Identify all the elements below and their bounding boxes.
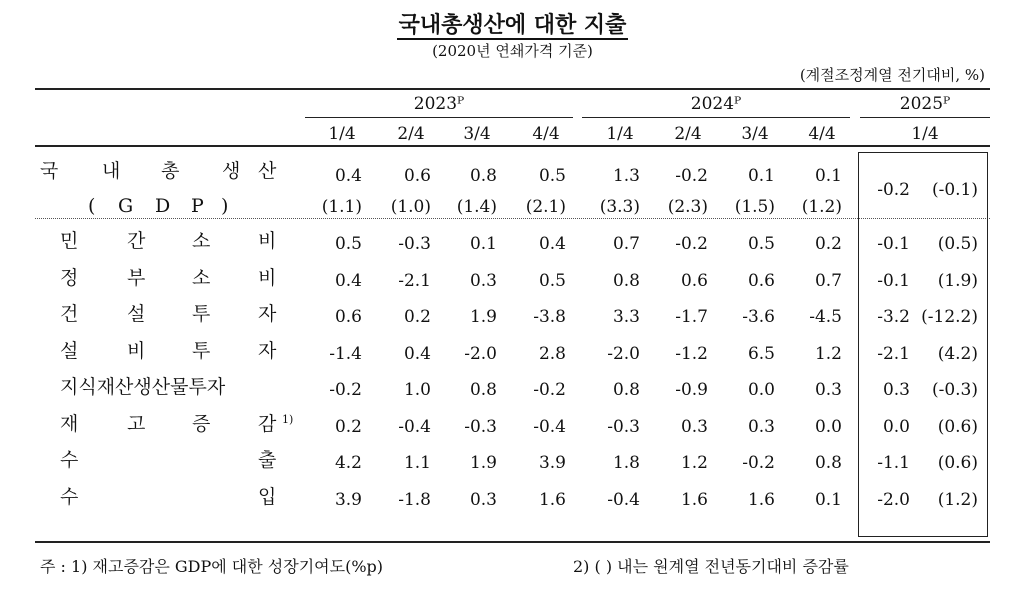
row-label-char: ) — [221, 195, 229, 217]
row-value: 0.8 — [612, 380, 640, 400]
footnote-marker: 1) — [282, 412, 294, 426]
year-rule-2025 — [860, 117, 990, 118]
row-label-char: 감 — [258, 412, 277, 435]
row-label-char: 증 — [192, 412, 211, 435]
row-label-char: 비 — [258, 230, 277, 252]
unit-note: (계절조정계열 전기대비, %) — [799, 66, 985, 84]
row-2025-yoy: (1.9) — [937, 270, 978, 291]
row-label-char: 간 — [127, 230, 146, 252]
row-value: 0.6 — [747, 270, 775, 291]
row-label-char: 민 — [60, 230, 79, 252]
gdp-value: 0.6 — [403, 166, 431, 186]
gdp-yoy: (1.0) — [390, 197, 431, 217]
row-value: -2.0 — [607, 343, 640, 364]
row-value: 1.0 — [403, 380, 431, 400]
row-label-char: 정 — [60, 266, 79, 289]
quarter-header: 3/4 — [741, 124, 769, 144]
row-value: -1.2 — [675, 343, 708, 364]
row-label-char: 생 — [222, 160, 241, 182]
row-value: 0.5 — [538, 270, 566, 291]
row-value: 3.9 — [538, 453, 566, 473]
row-label-char: G — [118, 195, 134, 217]
row-value: -0.3 — [398, 234, 431, 254]
row-value: 0.3 — [747, 416, 775, 437]
year-header: 2023ᴾ — [413, 94, 465, 114]
row-label-char: 부 — [127, 266, 146, 289]
row-label-char: 소 — [192, 230, 211, 252]
row-value: -0.2 — [533, 380, 566, 400]
quarter-header: 3/4 — [463, 124, 491, 144]
row-value: 0.3 — [814, 380, 842, 400]
row-2025-yoy: (0.5) — [937, 234, 978, 254]
row-2025-value: -2.0 — [877, 489, 910, 510]
row-2025-yoy: (1.2) — [937, 489, 978, 510]
row-label-char: 자 — [258, 303, 277, 325]
row-value: 0.8 — [814, 453, 842, 473]
row-value: -4.5 — [809, 307, 842, 327]
row-label-char: 국 — [40, 160, 59, 182]
row-value: 0.5 — [747, 234, 775, 254]
gdp-value: 0.1 — [747, 166, 775, 186]
row-label-char: 설 — [60, 339, 79, 362]
gdp-value: 0.8 — [469, 166, 497, 186]
row-value: 0.8 — [469, 380, 497, 400]
gdp-yoy: (1.1) — [321, 197, 362, 217]
row-label-char: 입 — [258, 485, 277, 508]
row-label: 지식재산생산물투자 — [60, 376, 226, 398]
row-2025-value: -3.2 — [877, 307, 910, 327]
row-label-char: 설 — [127, 303, 146, 325]
table-title: 국내총생산에 대한 지출 — [398, 12, 627, 38]
footnote-2: 2) ( ) 내는 원계열 전년동기대비 증감률 — [573, 557, 849, 576]
row-value: 1.6 — [538, 489, 566, 510]
row-value: 0.2 — [403, 307, 431, 327]
row-2025-value: 0.3 — [882, 380, 910, 400]
gdp-yoy: (3.3) — [599, 197, 640, 217]
row-2025-value: -0.1 — [877, 270, 910, 291]
row-label-char: 자 — [258, 339, 277, 362]
gdp-yoy: (2.3) — [667, 197, 708, 217]
row-label-char: 재 — [60, 412, 79, 435]
row-value: 0.5 — [334, 234, 362, 254]
top-rule — [35, 88, 990, 90]
gdp-yoy: (2.1) — [525, 197, 566, 217]
quarter-header: 1/4 — [328, 124, 356, 144]
gdp-yoy: (1.2) — [801, 197, 842, 217]
row-value: 0.3 — [469, 489, 497, 510]
quarter-header: 1/4 — [606, 124, 634, 144]
row-value: -2.1 — [398, 270, 431, 291]
gdp-value: 0.4 — [334, 166, 362, 186]
row-2025-yoy: (-12.2) — [921, 307, 978, 327]
row-value: 0.6 — [334, 307, 362, 327]
row-value: 0.3 — [469, 270, 497, 291]
gdp-2025-value: -0.2 — [877, 180, 910, 200]
row-label-char: 수 — [60, 449, 79, 471]
year-header: 2025ᴾ — [899, 94, 951, 114]
row-label-char: 내 — [102, 160, 121, 182]
row-label-char: D — [155, 195, 171, 217]
row-value: 0.2 — [334, 416, 362, 437]
row-value: 1.9 — [469, 453, 497, 473]
row-label-char: 고 — [127, 412, 146, 435]
row-value: -0.9 — [675, 380, 708, 400]
row-value: -1.8 — [398, 489, 431, 510]
row-value: -0.4 — [533, 416, 566, 437]
row-label-char: 소 — [192, 266, 211, 289]
row-value: 0.4 — [538, 234, 566, 254]
row-value: 0.4 — [334, 270, 362, 291]
gdp-divider — [35, 218, 990, 219]
row-value: 0.0 — [747, 380, 775, 400]
row-value: 0.8 — [612, 270, 640, 291]
year-rule-2024 — [582, 117, 850, 118]
gdp-value: 1.3 — [612, 166, 640, 186]
row-label-char: 비 — [258, 266, 277, 289]
row-value: 1.2 — [814, 343, 842, 364]
row-label-char: P — [191, 195, 204, 217]
row-label-char: 산 — [258, 160, 277, 182]
row-value: 0.6 — [680, 270, 708, 291]
row-label-char: 총 — [161, 160, 180, 182]
quarter-header: 1/4 — [911, 124, 939, 144]
row-value: 0.0 — [814, 416, 842, 437]
row-value: 0.4 — [403, 343, 431, 364]
header-bottom-rule — [35, 145, 990, 147]
row-2025-value: 0.0 — [882, 416, 910, 437]
row-value: 1.6 — [680, 489, 708, 510]
row-2025-yoy: (4.2) — [937, 343, 978, 364]
row-value: 3.3 — [612, 307, 640, 327]
row-value: 0.7 — [612, 234, 640, 254]
row-2025-yoy: (0.6) — [937, 416, 978, 437]
table-subtitle: (2020년 연쇄가격 기준) — [432, 42, 593, 60]
row-value: -1.7 — [675, 307, 708, 327]
quarter-header: 4/4 — [532, 124, 560, 144]
row-value: 6.5 — [747, 343, 775, 364]
row-label-char: 수 — [60, 485, 79, 508]
gdp-yoy: (1.4) — [456, 197, 497, 217]
footnote-1: 주 : 1) 재고증감은 GDP에 대한 성장기여도(%p) — [40, 557, 384, 576]
row-label-char: ( — [88, 195, 96, 217]
row-value: -3.8 — [533, 307, 566, 327]
row-value: -0.2 — [329, 380, 362, 400]
row-label-char: 비 — [127, 339, 146, 362]
row-value: 1.9 — [469, 307, 497, 327]
row-value: 1.1 — [403, 453, 431, 473]
year-header: 2024ᴾ — [690, 94, 742, 114]
row-2025-value: -1.1 — [877, 453, 910, 473]
quarter-header: 2/4 — [397, 124, 425, 144]
row-value: -0.3 — [607, 416, 640, 437]
row-2025-yoy: (0.6) — [937, 453, 978, 473]
bottom-rule — [35, 541, 990, 543]
row-value: 0.3 — [680, 416, 708, 437]
row-value: 0.2 — [814, 234, 842, 254]
row-value: -0.2 — [675, 234, 708, 254]
gdp-2025-yoy: (-0.1) — [931, 180, 978, 200]
row-label-char: 투 — [192, 303, 211, 325]
row-value: -0.3 — [464, 416, 497, 437]
row-value: -2.0 — [464, 343, 497, 364]
row-value: -0.4 — [607, 489, 640, 510]
gdp-value: -0.2 — [675, 166, 708, 186]
quarter-header: 2/4 — [674, 124, 702, 144]
row-value: -3.6 — [742, 307, 775, 327]
row-value: 1.6 — [747, 489, 775, 510]
row-2025-yoy: (-0.3) — [931, 380, 978, 400]
gdp-value: 0.5 — [538, 166, 566, 186]
row-value: 3.9 — [334, 489, 362, 510]
row-value: 1.2 — [680, 453, 708, 473]
row-value: 2.8 — [538, 343, 566, 364]
row-value: 4.2 — [334, 453, 362, 473]
row-label-char: 건 — [60, 303, 79, 325]
row-2025-value: -2.1 — [877, 343, 910, 364]
row-label-char: 출 — [258, 449, 277, 471]
row-value: 1.8 — [612, 453, 640, 473]
quarter-header: 4/4 — [808, 124, 836, 144]
row-value: 0.1 — [469, 234, 497, 254]
year-rule-2023 — [305, 117, 573, 118]
row-value: -0.4 — [398, 416, 431, 437]
gdp-value: 0.1 — [814, 166, 842, 186]
row-2025-value: -0.1 — [877, 234, 910, 254]
row-value: -1.4 — [329, 343, 362, 364]
row-label-char: 투 — [192, 339, 211, 362]
row-value: 0.7 — [814, 270, 842, 291]
row-value: 0.1 — [814, 489, 842, 510]
gdp-yoy: (1.5) — [734, 197, 775, 217]
row-value: -0.2 — [742, 453, 775, 473]
